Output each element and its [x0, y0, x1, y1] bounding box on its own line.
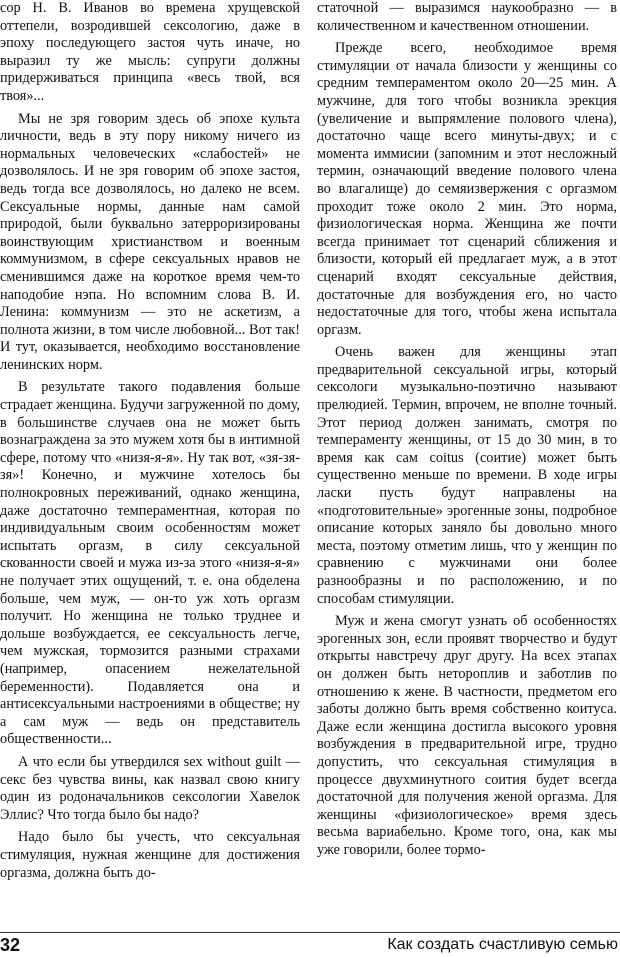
paragraph: В результате такого подавления больше страдает женщина. Будучи загруженной по дому, в большинстве случаев она не может быть вознаграждена за это мужем хотя бы в интимной сфере, потому что «низя-я-я». Ну так вот, «зя-зя-зя»! Конечно, и мужчине хотелось бы полнокровных переживаний, однако женщина, даже достаточно темпераментная, которая по индивидуальным своим особенностям может испытать оргазм, в силу сексуальной скованности своей и мужа из-за этого «низя-я-я» не получает этих ощущений, т. е. она обделена больше, чем муж, — он-то уж хоть оргазм получит. Но женщина не только труднее и дольше возбуждается, ее сексуальность легче, чем мужская, тормозится разными страхами (например, опасением нежелательной беременности). Подавляется она и антисексуальными настроениями в обществе; ну а сам муж — ведь он представитель общественности...: [0, 379, 300, 748]
page-number: 32: [0, 935, 21, 955]
paragraph: А что если бы утвердился sex without guilt — секс без чувства вины, как назвал свою книгу один из родоначальников сексологии Хавелок Эллис? Что тогда было бы надо?: [0, 753, 300, 823]
left-column: [0, 0, 300, 928]
paragraph: статочной — выразимся наукообразно — в количественном и качественном отношении.: [317, 0, 617, 34]
paragraph: Муж и жена смогут узнать об особенностях эрогенных зон, если проявят творчество и будут открыты навстречу друг другу. На всех этапах он должен быть нетороплив и заботлив по отношению к жене. В частности, предметом его заботы должно быть время собственно коитуса. Даже если женщина достигла высокого уровня возбуждения в предварительной игре, трудно допустить, что сексуальная стимуляция в процессе двухминутного соития будет всегда достаточной для получения женой оргазма. Для женщины «физиологическое» время здесь весьма вариабельно. Кроме того, она, как мы уже говорили, более тормо-: [317, 613, 617, 858]
running-title: Как создать счастливую семью: [387, 936, 618, 953]
page-footer: [0, 932, 620, 957]
paragraph: Мы не зря говорим здесь об эпохе культа личности, ведь в эту пору никому ничего из нормальных человеческих «слабостей» не дозволялось. И не зря говорим об эпохе застоя, ведь тогда все дозволялось, но далеко не всем. Сексуальные нормы, данные нам самой природой, были буквально затерроризированы воинствующим христианством и военным коммунизмом, в сфере сексуальных нравов не сменившимся даже на короткое время чем-то наподобие нэпа. Но вспомним слова В. И. Ленина: коммунизм — это не аскетизм, а полнота жизни, в том числе любовной... Вот так! И тут, оказывается, необходимо восстановление ленинских норм.: [0, 110, 300, 373]
paragraph: сор Н. В. Иванов во времена хрущевской оттепели, возродившей сексологию, даже в эпоху последующего застоя чуть иначе, но выразил ту же мысль: супруги должны придерживаться принципа «весь твой, вся твоя»...: [0, 0, 300, 104]
paragraph: Очень важен для женщины этап предварительной сексуальной игры, который сексологи музыкально-поэтично называют прелюдией. Термин, впрочем, не вполне точный. Этот период должен занимать, смотря по темпераменту женщины, от 15 до 30 мин, в то время как сам coitus (соитие) может быть существенно меньше по времени. В ходе игры ласки пусть будут направлены на «подготовительные» эрогенные зоны, подробное описание которых заняло бы довольно много места, поэтому отметим лишь, что у женщин по сравнению с мужчинами они более разнообразны и по расположению, и по способам стимуляции.: [317, 344, 617, 607]
paragraph: Прежде всего, необходимое время стимуляции от начала близости у женщины со средним темпераментом около 20—25 мин. А мужчине, для того чтобы возникла эрекция (увеличение и выпрямление полового члена), достаточно чаще всего минуты-двух; и с момента иммисии (запомним и этот несложный термин, означающий введение полового члена во влагалище) до семяизвержения с оргазмом проходит тоже около 2 мин. Это норма, физиологическая норма. Женщина же почти всегда принимает тот сценарий сближения и близости, который ей предлагает муж, а в этот сценарий входят сексуальные действия, достаточные для возбуждения его, но часто недостаточные для того, чтобы жена испытала оргазм.: [317, 40, 617, 338]
paragraph: Надо было бы учесть, что сексуальная стимуляция, нужная женщине для достижения оргазма, должна быть до-: [0, 829, 300, 881]
right-column: [317, 0, 617, 928]
